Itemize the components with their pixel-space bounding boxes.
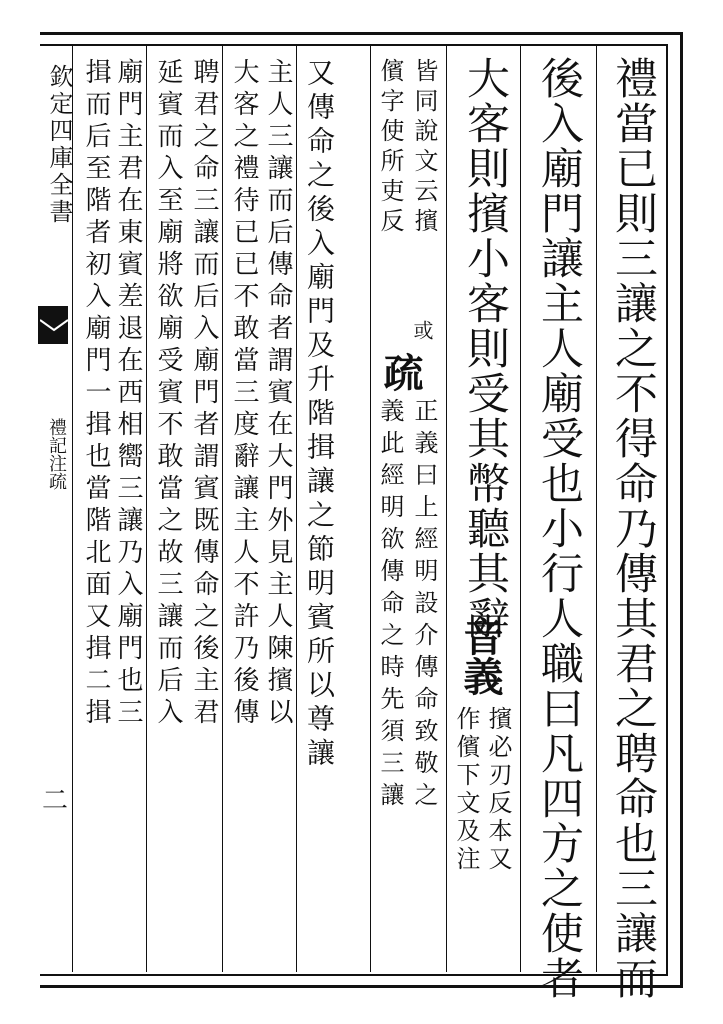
commentary-column-2: 主人三讓而后傳命者謂賓在大門外見主人陳擯以 — [263, 58, 293, 730]
column-divider — [370, 46, 371, 972]
book-title: 禮記注疏 — [46, 418, 67, 490]
column-divider — [596, 46, 597, 972]
text-column-2: 後入廟門讓主人廟受也小行人職曰凡四方之使者 — [534, 56, 584, 1001]
column-divider — [446, 46, 447, 972]
column-divider — [520, 46, 521, 972]
column-divider — [146, 46, 147, 972]
text-column-1: 禮當已則三讓之不得命乃傳其君之聘命也三讓而 — [608, 56, 658, 1001]
note-column-4b: 儐字使所吏反 — [376, 58, 404, 238]
note-column-4c: 正義曰上經明設介傳命致敬之 — [410, 398, 438, 814]
yinyi-mark: 音義 — [457, 616, 504, 696]
page-number: 二 — [42, 786, 69, 816]
page-number-area — [42, 780, 70, 840]
fishtail-mark-icon — [40, 318, 68, 332]
commentary-column-3: 大客之禮待已已不敢當三度辭讓主人不許乃後傳 — [229, 58, 259, 730]
commentary-column-1: 又傳命之後入廟門及升階揖讓之節明賓所以尊讓 — [303, 58, 336, 772]
column-divider — [296, 46, 297, 972]
commentary-column-5: 延賓而入至廟將欲廟受賓不敢當之故三讓而后入 — [153, 58, 183, 730]
commentary-column-6: 廟門主君在東賓差退在西相嚮三讓乃入廟門也三 — [113, 58, 143, 730]
note-column-3b: 作儐下文及注 — [452, 706, 480, 874]
commentary-column-4: 聘君之命三讓而后入廟門者謂賓既傳命之後主君 — [189, 58, 219, 730]
note-column-4d: 義此經明欲傳命之時先須三讓 — [376, 398, 404, 814]
text-column-3: 大客則擯小客則受其幣聽其辭 — [460, 56, 510, 641]
collection-title: 欽定四庫全書 — [45, 64, 73, 226]
commentary-column-7: 揖而后至階者初入廟門一揖也當階北面又揖二揖 — [81, 58, 111, 730]
note-column-3a: 擯必刃反本又 — [484, 706, 512, 874]
shu-mark: 疏 — [377, 352, 424, 392]
variant-note: 或 — [410, 320, 434, 346]
note-column-4a: 皆同說文云擯 — [410, 58, 438, 238]
column-divider — [222, 46, 223, 972]
